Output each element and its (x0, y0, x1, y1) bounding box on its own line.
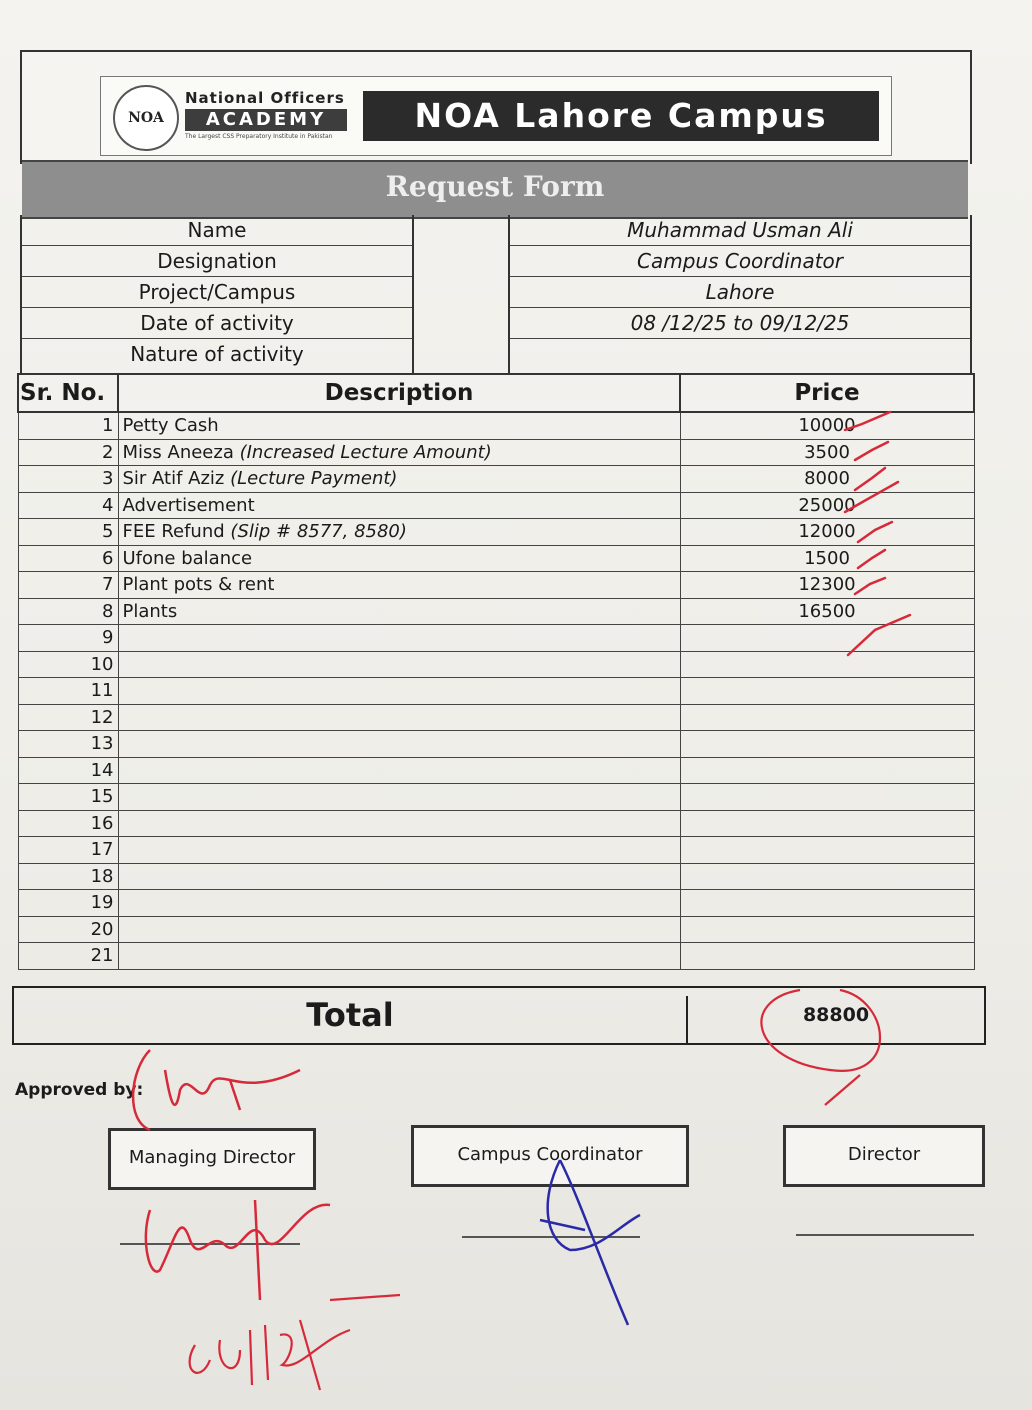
campus-title: NOA Lahore Campus (363, 91, 879, 141)
col-header-price: Price (680, 374, 974, 412)
brand-academy: ACADEMY (185, 109, 347, 131)
row-description-cell (118, 784, 680, 811)
row-price (680, 943, 974, 970)
row-sr-number: 1 (18, 412, 118, 439)
table-row (18, 810, 974, 837)
row-description: FEE Refund (122, 521, 225, 543)
table-row (18, 439, 974, 466)
row-description-cell (118, 492, 680, 519)
table-row (18, 598, 974, 625)
table-row (18, 916, 974, 943)
row-description: Ufone balance (122, 547, 253, 569)
row-description-cell (118, 651, 680, 678)
row-description-cell (118, 810, 680, 837)
row-sr-number: 19 (18, 890, 118, 917)
row-price (680, 651, 974, 678)
signature-line (796, 1234, 974, 1236)
row-sr-number: 21 (18, 943, 118, 970)
row-price: 10000 (680, 412, 974, 439)
row-description-cell (118, 439, 680, 466)
row-description-note: (Slip # 8577, 8580) (230, 521, 407, 543)
row-sr-number: 9 (18, 625, 118, 652)
table-row (18, 943, 974, 970)
row-price (680, 890, 974, 917)
director-box: Director (783, 1125, 985, 1187)
table-row (18, 837, 974, 864)
table-row (18, 678, 974, 705)
row-sr-number: 3 (18, 466, 118, 493)
form-header (100, 76, 892, 156)
row-sr-number: 5 (18, 519, 118, 546)
row-sr-number: 20 (18, 916, 118, 943)
row-price (680, 704, 974, 731)
row-sr-number: 2 (18, 439, 118, 466)
row-description-cell (118, 625, 680, 652)
row-description: Miss Aneeza (122, 441, 234, 463)
row-description-cell (118, 598, 680, 625)
table-row (18, 651, 974, 678)
row-description-cell (118, 943, 680, 970)
approved-by-label: Approved by: (15, 1080, 144, 1100)
row-description-cell (118, 757, 680, 784)
campus-coordinator-box: Campus Coordinator (411, 1125, 689, 1187)
row-price: 25000 (680, 492, 974, 519)
table-row (18, 545, 974, 572)
row-description: Advertisement (122, 494, 255, 516)
table-row (18, 466, 974, 493)
table-row (18, 412, 974, 439)
row-price (680, 863, 974, 890)
info-value: Lahore (510, 277, 970, 308)
row-price (680, 784, 974, 811)
row-sr-number: 15 (18, 784, 118, 811)
row-sr-number: 7 (18, 572, 118, 599)
row-price (680, 916, 974, 943)
row-description-cell (118, 704, 680, 731)
row-sr-number: 17 (18, 837, 118, 864)
row-sr-number: 16 (18, 810, 118, 837)
info-label: Project/Campus (22, 277, 412, 308)
row-description-cell (118, 412, 680, 439)
managing-director-box: Managing Director (108, 1128, 316, 1190)
row-description-cell (118, 731, 680, 758)
info-row-date (22, 308, 970, 338)
info-label: Date of activity (22, 308, 412, 339)
brand-name: National Officers (185, 89, 345, 107)
row-sr-number: 4 (18, 492, 118, 519)
info-value: 08 /12/25 to 09/12/25 (510, 308, 970, 339)
row-price: 16500 (680, 598, 974, 625)
row-price (680, 810, 974, 837)
row-sr-number: 12 (18, 704, 118, 731)
row-sr-number: 11 (18, 678, 118, 705)
noa-seal-logo: NOA (113, 85, 179, 151)
total-row (12, 986, 986, 1045)
table-row (18, 890, 974, 917)
row-description-cell (118, 519, 680, 546)
col-header-sr: Sr. No. (18, 374, 118, 412)
row-description-cell (118, 916, 680, 943)
table-row (18, 863, 974, 890)
row-price (680, 625, 974, 652)
row-description-cell (118, 572, 680, 599)
row-description-cell (118, 837, 680, 864)
row-description-cell (118, 678, 680, 705)
table-row (18, 731, 974, 758)
row-price (680, 837, 974, 864)
info-row-designation (22, 246, 970, 276)
brand-tagline: The Largest CSS Preparatory Institute in Pakistan (185, 133, 333, 140)
total-value: 88800 (802, 1004, 870, 1026)
row-price: 3500 (680, 439, 974, 466)
items-table (17, 373, 975, 970)
row-description: Plants (122, 600, 178, 622)
row-description-cell (118, 545, 680, 572)
table-row (18, 704, 974, 731)
row-price: 8000 (680, 466, 974, 493)
form-title: Request Form (385, 170, 605, 203)
row-sr-number: 8 (18, 598, 118, 625)
row-price (680, 757, 974, 784)
info-label: Designation (22, 246, 412, 277)
col-header-description: Description (118, 374, 680, 412)
row-sr-number: 6 (18, 545, 118, 572)
signature-line (462, 1236, 640, 1238)
row-description-cell (118, 466, 680, 493)
row-description: Plant pots & rent (122, 574, 275, 596)
info-value (510, 339, 970, 369)
table-row (18, 757, 974, 784)
table-row (18, 784, 974, 811)
row-price: 12300 (680, 572, 974, 599)
table-row (18, 625, 974, 652)
info-section (20, 215, 972, 373)
form-title-bar (22, 160, 968, 219)
row-price (680, 678, 974, 705)
signature-line (120, 1243, 300, 1245)
info-label: Nature of activity (130, 342, 304, 366)
info-value: Campus Coordinator (510, 246, 970, 277)
total-label: Total (14, 996, 688, 1043)
row-description-cell (118, 890, 680, 917)
row-sr-number: 13 (18, 731, 118, 758)
row-price (680, 731, 974, 758)
row-price: 12000 (680, 519, 974, 546)
table-row (18, 492, 974, 519)
row-price: 1500 (680, 545, 974, 572)
row-sr-number: 14 (18, 757, 118, 784)
row-description: Petty Cash (122, 415, 219, 437)
row-description-note: (Increased Lecture Amount) (239, 441, 492, 463)
row-description-cell (118, 863, 680, 890)
row-sr-number: 10 (18, 651, 118, 678)
row-description: Sir Atif Aziz (122, 468, 225, 490)
info-row-name (22, 215, 970, 245)
row-description-note: (Lecture Payment) (230, 468, 398, 490)
row-sr-number: 18 (18, 863, 118, 890)
table-row (18, 519, 974, 546)
info-row-campus (22, 277, 970, 307)
info-value: Muhammad Usman Ali (510, 215, 970, 246)
table-row (18, 572, 974, 599)
info-label: Name (22, 215, 412, 246)
table-header-row (18, 374, 974, 412)
info-row-nature (22, 339, 970, 369)
